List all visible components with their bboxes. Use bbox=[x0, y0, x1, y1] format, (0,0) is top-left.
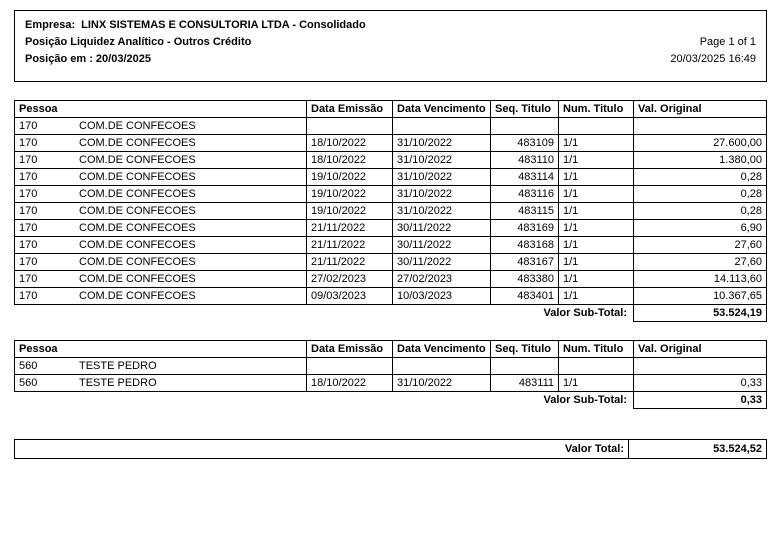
row-valor: 0,33 bbox=[634, 375, 767, 392]
table-row bbox=[15, 118, 767, 135]
row-emissao: 09/03/2023 bbox=[307, 288, 393, 305]
row-cod: 170 bbox=[19, 256, 38, 268]
grand-total-table bbox=[14, 439, 767, 459]
row-cod: 170 bbox=[19, 154, 38, 166]
table-row bbox=[15, 288, 767, 305]
row-cod: 560 bbox=[19, 360, 38, 372]
table-row bbox=[15, 203, 767, 220]
posicao-label: Posição em : bbox=[25, 53, 93, 65]
group-table-2 bbox=[14, 340, 767, 409]
row-nome: COM.DE CONFECOES bbox=[79, 120, 196, 132]
grand-total-section bbox=[14, 439, 767, 459]
header-line-empresa bbox=[25, 17, 756, 34]
col-val-original: Val. Original bbox=[634, 341, 767, 358]
row-vencimento: 31/10/2022 bbox=[393, 203, 491, 220]
report-title: Posição Liquidez Analítico - Outros Crédito bbox=[25, 36, 252, 48]
row-vencimento: 30/11/2022 bbox=[393, 254, 491, 271]
subtotal-label: Valor Sub-Total: bbox=[543, 394, 627, 407]
row-nome: COM.DE CONFECOES bbox=[79, 205, 196, 217]
row-emissao: 19/10/2022 bbox=[307, 169, 393, 186]
row-num bbox=[559, 358, 634, 375]
row-vencimento: 31/10/2022 bbox=[393, 375, 491, 392]
row-valor: 27,60 bbox=[634, 237, 767, 254]
row-valor: 6,90 bbox=[634, 220, 767, 237]
row-nome: COM.DE CONFECOES bbox=[79, 290, 196, 302]
row-seq: 483380 bbox=[491, 271, 559, 288]
row-nome: COM.DE CONFECOES bbox=[79, 137, 196, 149]
col-val-original: Val. Original bbox=[634, 101, 767, 118]
header-line-title bbox=[25, 34, 756, 51]
table-row bbox=[15, 220, 767, 237]
row-vencimento: 30/11/2022 bbox=[393, 220, 491, 237]
row-valor: 0,28 bbox=[634, 186, 767, 203]
row-emissao: 18/10/2022 bbox=[307, 135, 393, 152]
row-cod: 170 bbox=[19, 120, 38, 132]
col-data-emissao: Data Emissão bbox=[307, 101, 393, 118]
col-num-titulo: Num. Titulo bbox=[559, 101, 634, 118]
row-num: 1/1 bbox=[559, 254, 634, 271]
row-nome: COM.DE CONFECOES bbox=[79, 256, 196, 268]
subtotal-row bbox=[15, 305, 767, 322]
printed-at: 20/03/2025 16:49 bbox=[670, 53, 756, 65]
row-emissao: 19/10/2022 bbox=[307, 203, 393, 220]
row-vencimento: 30/11/2022 bbox=[393, 237, 491, 254]
grand-total-label: Valor Total: bbox=[15, 440, 629, 459]
row-seq: 483167 bbox=[491, 254, 559, 271]
row-valor: 1.380,00 bbox=[634, 152, 767, 169]
row-seq: 483109 bbox=[491, 135, 559, 152]
table-body-1 bbox=[15, 118, 767, 322]
row-num: 1/1 bbox=[559, 135, 634, 152]
row-vencimento bbox=[393, 118, 491, 135]
row-nome: COM.DE CONFECOES bbox=[79, 171, 196, 183]
table-row bbox=[15, 169, 767, 186]
col-num-titulo: Num. Titulo bbox=[559, 341, 634, 358]
row-seq: 483114 bbox=[491, 169, 559, 186]
row-cod: 170 bbox=[19, 290, 38, 302]
row-emissao bbox=[307, 118, 393, 135]
row-num: 1/1 bbox=[559, 152, 634, 169]
table-row bbox=[15, 271, 767, 288]
table-row bbox=[15, 135, 767, 152]
row-num: 1/1 bbox=[559, 169, 634, 186]
row-valor: 27.600,00 bbox=[634, 135, 767, 152]
col-data-emissao: Data Emissão bbox=[307, 341, 393, 358]
col-pessoa: Pessoa bbox=[15, 341, 307, 358]
row-nome: COM.DE CONFECOES bbox=[79, 154, 196, 166]
row-nome: COM.DE CONFECOES bbox=[79, 188, 196, 200]
row-num: 1/1 bbox=[559, 288, 634, 305]
col-seq-titulo: Seq. Titulo bbox=[491, 101, 559, 118]
row-seq: 483169 bbox=[491, 220, 559, 237]
row-emissao: 27/02/2023 bbox=[307, 271, 393, 288]
report-table bbox=[14, 340, 767, 409]
table-row bbox=[15, 375, 767, 392]
row-cod: 170 bbox=[19, 222, 38, 234]
table-header-row bbox=[15, 341, 767, 358]
row-vencimento: 31/10/2022 bbox=[393, 169, 491, 186]
row-vencimento: 10/03/2023 bbox=[393, 288, 491, 305]
row-nome: TESTE PEDRO bbox=[79, 360, 157, 372]
row-valor: 10.367,65 bbox=[634, 288, 767, 305]
row-num: 1/1 bbox=[559, 220, 634, 237]
subtotal-label: Valor Sub-Total: bbox=[543, 307, 627, 320]
row-nome: COM.DE CONFECOES bbox=[79, 239, 196, 251]
table-row bbox=[15, 358, 767, 375]
row-cod: 170 bbox=[19, 188, 38, 200]
posicao-value: 20/03/2025 bbox=[95, 53, 151, 65]
row-vencimento: 31/10/2022 bbox=[393, 186, 491, 203]
row-valor bbox=[634, 118, 767, 135]
row-seq: 483401 bbox=[491, 288, 559, 305]
table-row bbox=[15, 254, 767, 271]
grand-total-value: 53.524,52 bbox=[629, 440, 767, 459]
row-seq bbox=[491, 358, 559, 375]
row-vencimento: 31/10/2022 bbox=[393, 135, 491, 152]
row-num: 1/1 bbox=[559, 375, 634, 392]
row-cod: 170 bbox=[19, 137, 38, 149]
row-seq: 483110 bbox=[491, 152, 559, 169]
row-emissao: 21/11/2022 bbox=[307, 237, 393, 254]
table-body-2 bbox=[15, 358, 767, 409]
subtotal-value: 0,33 bbox=[634, 392, 767, 409]
report-header bbox=[14, 10, 767, 82]
row-num: 1/1 bbox=[559, 186, 634, 203]
row-valor bbox=[634, 358, 767, 375]
row-nome: COM.DE CONFECOES bbox=[79, 273, 196, 285]
row-num: 1/1 bbox=[559, 237, 634, 254]
row-seq bbox=[491, 118, 559, 135]
row-valor: 0,28 bbox=[634, 169, 767, 186]
grand-total-row bbox=[15, 440, 767, 459]
row-valor: 0,28 bbox=[634, 203, 767, 220]
subtotal-row bbox=[15, 392, 767, 409]
row-emissao: 21/11/2022 bbox=[307, 220, 393, 237]
row-cod: 170 bbox=[19, 273, 38, 285]
row-emissao: 21/11/2022 bbox=[307, 254, 393, 271]
table-row bbox=[15, 152, 767, 169]
row-num: 1/1 bbox=[559, 271, 634, 288]
row-cod: 560 bbox=[19, 377, 38, 389]
col-data-vencimento: Data Vencimento bbox=[393, 341, 491, 358]
row-nome: TESTE PEDRO bbox=[79, 377, 157, 389]
report-table bbox=[14, 100, 767, 322]
row-seq: 483168 bbox=[491, 237, 559, 254]
empresa-value: LINX SISTEMAS E CONSULTORIA LTDA - Consolidado bbox=[81, 19, 366, 31]
row-emissao: 18/10/2022 bbox=[307, 375, 393, 392]
table-row bbox=[15, 237, 767, 254]
col-data-vencimento: Data Vencimento bbox=[393, 101, 491, 118]
subtotal-value: 53.524,19 bbox=[634, 305, 767, 322]
col-seq-titulo: Seq. Titulo bbox=[491, 341, 559, 358]
row-vencimento: 31/10/2022 bbox=[393, 152, 491, 169]
row-seq: 483115 bbox=[491, 203, 559, 220]
empresa-label: Empresa: bbox=[25, 19, 76, 31]
row-cod: 170 bbox=[19, 239, 38, 251]
row-seq: 483111 bbox=[491, 375, 559, 392]
header-line-posicao bbox=[25, 51, 756, 68]
row-num bbox=[559, 118, 634, 135]
table-row bbox=[15, 186, 767, 203]
table-header-row bbox=[15, 101, 767, 118]
row-vencimento bbox=[393, 358, 491, 375]
page-info: Page 1 of 1 bbox=[699, 36, 756, 48]
row-cod: 170 bbox=[19, 171, 38, 183]
row-num: 1/1 bbox=[559, 203, 634, 220]
row-seq: 483116 bbox=[491, 186, 559, 203]
row-valor: 27,60 bbox=[634, 254, 767, 271]
row-emissao: 18/10/2022 bbox=[307, 152, 393, 169]
row-cod: 170 bbox=[19, 205, 38, 217]
group-table-1 bbox=[14, 100, 767, 322]
col-pessoa: Pessoa bbox=[15, 101, 307, 118]
row-emissao bbox=[307, 358, 393, 375]
row-nome: COM.DE CONFECOES bbox=[79, 222, 196, 234]
row-emissao: 19/10/2022 bbox=[307, 186, 393, 203]
row-vencimento: 27/02/2023 bbox=[393, 271, 491, 288]
row-valor: 14.113,60 bbox=[634, 271, 767, 288]
